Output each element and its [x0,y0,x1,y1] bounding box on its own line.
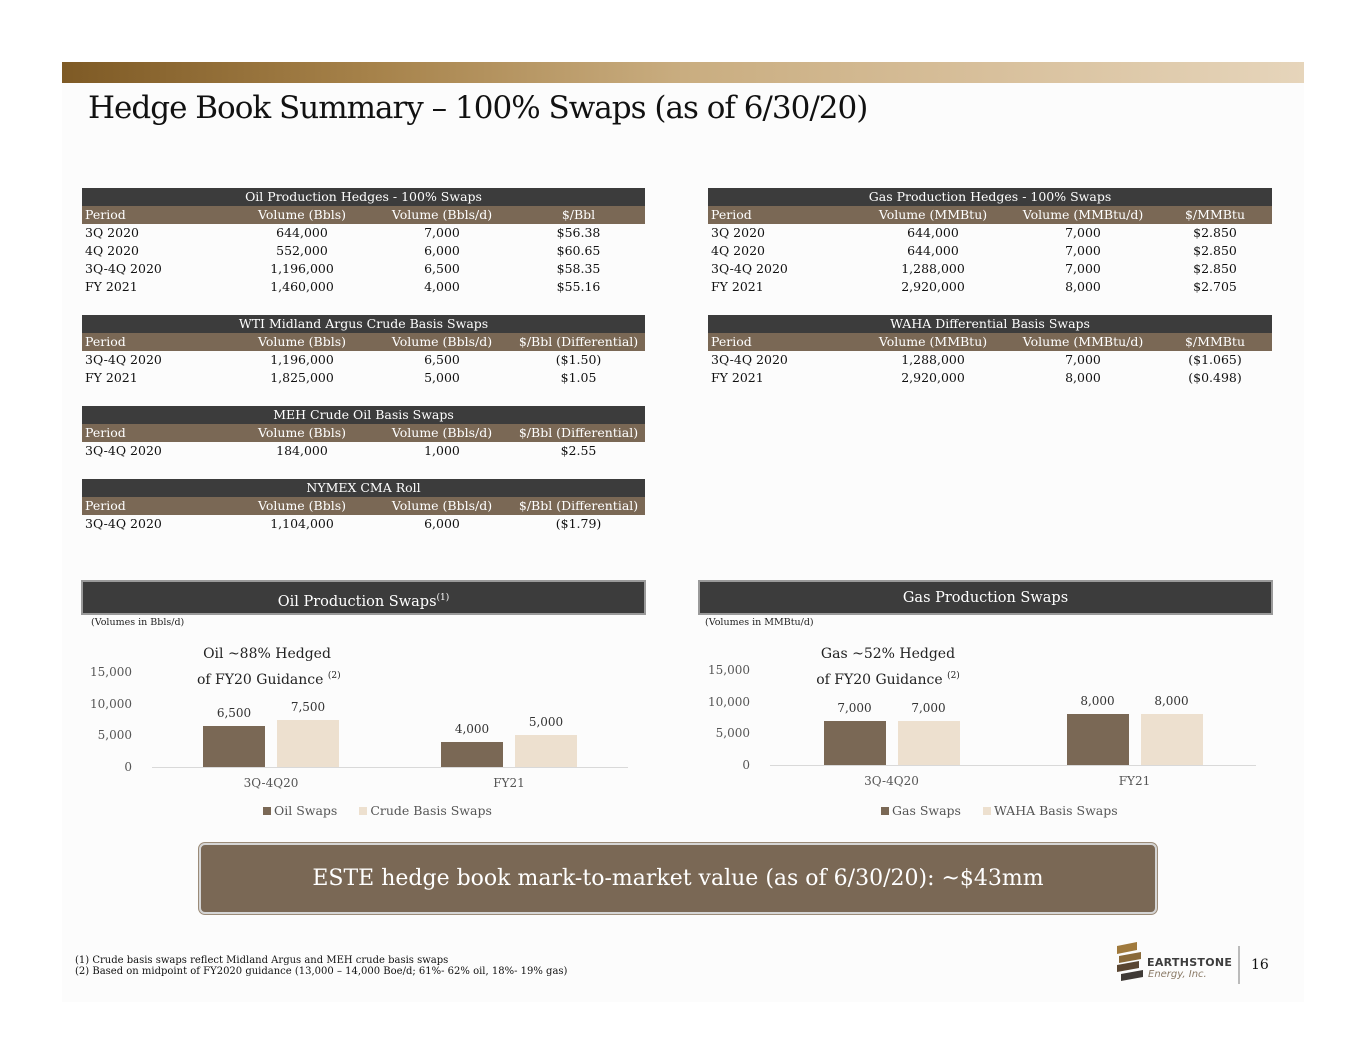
x-axis-line [770,765,1256,766]
column-header: Period [708,206,858,224]
table-cell: 3Q-4Q 2020 [85,443,162,458]
column-header: $/Bbl (Differential) [512,424,645,442]
column-header: Volume (Bbls) [232,206,372,224]
table-title: Oil Production Hedges - 100% Swaps [82,188,645,206]
gas-swaps-legend-swatch [881,807,889,815]
column-header: Volume (MMBtu/d) [1008,333,1158,351]
earthstone-logo [1115,942,1235,984]
table-cell: 3Q-4Q 2020 [711,261,788,276]
bar-waha-basis-swaps-fy21 [1141,714,1203,765]
table-row [82,278,645,296]
column-header: Volume (Bbls) [232,497,372,515]
bar-data-label: 7,000 [837,700,872,715]
table-row [708,242,1272,260]
gas-swaps-section-header [698,580,1273,615]
crude-basis-legend-label: Crude Basis Swaps [370,803,492,818]
column-header: Period [82,333,232,351]
table-cell: FY 2021 [85,279,138,294]
table-row [82,260,645,278]
table-cell: 6,500 [424,352,460,367]
table-cell: 1,000 [424,443,460,458]
column-header: Volume (MMBtu) [858,206,1008,224]
table-cell: 184,000 [276,443,328,458]
y-tick-label: 0 [742,758,750,772]
column-header: $/MMBtu [1158,333,1272,351]
table-row [82,242,645,260]
bar-crude-basis-swaps-fy21 [515,735,577,767]
gas-swaps-legend-label: Gas Swaps [892,803,961,818]
column-header: Volume (Bbls) [232,333,372,351]
y-tick-label: 15,000 [90,665,132,679]
table-cell: 1,288,000 [901,261,965,276]
gas-units-label: (Volumes in MMBtu/d) [705,617,814,628]
bar-data-label: 7,500 [290,699,326,714]
table-row [708,278,1272,296]
column-header: Volume (MMBtu) [858,333,1008,351]
column-header: Volume (MMBtu/d) [1008,206,1158,224]
table-row [82,442,645,460]
table-cell: 2,920,000 [901,370,965,385]
table-cell: $56.38 [556,225,601,240]
oil-chart-legend [263,803,492,818]
table-cell: 3Q 2020 [711,225,765,240]
bar-data-label: 8,000 [1154,694,1189,709]
column-header: Period [82,497,232,515]
table-cell: $1.05 [560,370,597,385]
table-cell: 1,460,000 [270,279,334,294]
bar-data-label: 6,500 [216,705,252,720]
bar-crude-basis-swaps-3q-4q20 [277,720,339,768]
table-cell: 552,000 [276,243,328,258]
x-category-label: 3Q-4Q20 [864,774,919,788]
table-cell: 2,920,000 [901,279,965,294]
column-header: $/Bbl (Differential) [512,333,645,351]
column-header: Period [82,206,232,224]
gas-swaps-section-title: Gas Production Swaps [902,590,1069,606]
table-cell: 7,000 [1065,352,1101,367]
table-cell: $2.850 [1193,225,1237,240]
bar-oil-swaps-fy21 [441,742,503,767]
gas-callout-line1: Gas ~52% Hedged [820,646,956,662]
table-cell: 5,000 [424,370,460,385]
y-tick-label: 0 [124,760,132,774]
waha-basis-legend-swatch [983,807,991,815]
table-cell: 644,000 [907,225,959,240]
y-tick-label: 10,000 [708,694,750,709]
crude-basis-legend-swatch [359,807,367,815]
table-row [82,369,645,387]
table-cell: ($0.498) [1188,370,1242,385]
earthstone-logo-mark-icon [1115,942,1147,984]
column-header: Period [708,333,858,351]
table-cell: 7,000 [424,225,460,240]
table-cell: 6,500 [424,261,460,276]
logo-name: EARTHSTONE [1147,956,1233,969]
column-header: Period [82,424,232,442]
table-cell: $58.35 [556,261,601,276]
table-cell: 1,825,000 [270,370,334,385]
bar-data-label: 7,000 [911,700,946,715]
oil-swaps-legend-swatch [263,807,271,815]
table-row [708,224,1272,242]
table-header-row [82,424,645,442]
mark-to-market-banner: ESTE hedge book mark-to-market value (as of 6/30/20): ~$43mm [199,843,1157,914]
table-row [708,260,1272,278]
table-header-row [708,333,1272,351]
gas-callout-sup: (2) [947,671,960,681]
table-row [708,369,1272,387]
waha-basis-swaps-table [708,315,1272,387]
footnote-1: (1) Crude basis swaps reflect Midland Argus and MEH crude basis swaps [75,955,449,966]
table-header-row [708,206,1272,224]
table-cell: 1,288,000 [901,352,965,367]
table-title: MEH Crude Oil Basis Swaps [82,406,645,424]
column-header: $/MMBtu [1158,206,1272,224]
table-header-row [82,497,645,515]
oil-swaps-section-header [81,580,646,615]
table-cell: $2.850 [1193,243,1237,258]
column-header: $/Bbl (Differential) [512,497,645,515]
table-cell: ($1.50) [555,352,602,367]
column-header: $/Bbl [512,206,645,224]
oil-units-label: (Volumes in Bbls/d) [91,617,185,628]
gas-chart-legend [881,803,1118,818]
column-header: Volume (Bbls/d) [372,424,512,442]
table-cell: 7,000 [1065,261,1101,276]
table-cell: 644,000 [276,225,328,240]
y-tick-label: 10,000 [90,696,132,711]
table-cell: 4Q 2020 [85,243,139,258]
table-row [708,351,1272,369]
table-cell: 6,000 [424,516,460,531]
table-cell: 3Q-4Q 2020 [85,261,162,276]
bar-data-label: 5,000 [528,715,564,730]
waha-basis-legend-label: WAHA Basis Swaps [993,803,1118,818]
oil-callout-line1: Oil ~88% Hedged [203,646,331,662]
table-cell: 3Q 2020 [85,225,139,240]
table-cell: 4,000 [424,279,460,294]
table-cell: 7,000 [1065,243,1101,258]
x-axis-line [152,767,628,768]
table-cell: 3Q-4Q 2020 [711,352,788,367]
table-title: WAHA Differential Basis Swaps [708,315,1272,333]
table-cell: FY 2021 [711,279,764,294]
table-cell: 1,196,000 [270,352,334,367]
x-category-label: 3Q-4Q20 [243,776,299,790]
table-cell: ($1.065) [1188,352,1242,367]
table-cell: 6,000 [424,243,460,258]
bar-gas-swaps-fy21 [1067,714,1129,765]
table-row [82,224,645,242]
meh-basis-swaps-table [82,406,645,460]
table-cell: 7,000 [1065,225,1101,240]
y-tick-label: 5,000 [97,728,132,743]
table-cell: FY 2021 [85,370,138,385]
table-cell: $2.850 [1193,261,1237,276]
bar-gas-swaps-3q-4q20 [824,721,886,765]
table-cell: 1,196,000 [270,261,334,276]
table-row [82,351,645,369]
table-header-row [82,333,645,351]
page-number: 16 [1251,957,1269,973]
table-cell: 4Q 2020 [711,243,765,258]
page-title: Hedge Book Summary – 100% Swaps (as of 6/30/20) [88,90,868,126]
table-cell: $2.55 [560,443,597,458]
bar-data-label: 8,000 [1080,694,1115,709]
gas-production-hedges-table [708,188,1272,296]
table-cell: 3Q-4Q 2020 [85,352,162,367]
logo-divider [1238,946,1240,984]
column-header: Volume (Bbls/d) [372,333,512,351]
table-cell: 8,000 [1065,279,1101,294]
table-cell: ($1.79) [555,516,602,531]
oil-callout-line2: of FY20 Guidance [197,671,324,688]
table-cell: 1,104,000 [270,516,334,531]
bar-waha-basis-swaps-3q-4q20 [898,721,960,765]
x-category-label: FY21 [493,776,525,790]
table-cell: 8,000 [1065,370,1101,385]
table-cell: $2.705 [1193,279,1237,294]
footnote-2: (2) Based on midpoint of FY2020 guidance (13,000 – 14,000 Boe/d; 61%- 62% oil, 18%- 19% gas) [75,966,568,977]
gas-callout-line2: of FY20 Guidance [816,671,943,688]
table-header-row [82,206,645,224]
table-title: WTI Midland Argus Crude Basis Swaps [82,315,645,333]
oil-swaps-section-title: Oil Production Swaps [277,593,437,610]
table-title: Gas Production Hedges - 100% Swaps [708,188,1272,206]
gas-swaps-chart [690,658,1260,793]
bar-oil-swaps-3q-4q20 [203,726,265,767]
logo-subtitle: Energy, Inc. [1148,969,1207,980]
table-title: NYMEX CMA Roll [82,479,645,497]
oil-production-hedges-table [82,188,645,296]
oil-swaps-legend-label: Oil Swaps [274,803,338,818]
column-header: Volume (Bbls/d) [372,206,512,224]
wti-basis-swaps-table [82,315,645,387]
table-cell: 3Q-4Q 2020 [85,516,162,531]
table-cell: FY 2021 [711,370,764,385]
column-header: Volume (Bbls/d) [372,497,512,515]
oil-swaps-chart [72,660,632,795]
x-category-label: FY21 [1118,774,1151,788]
nymex-cma-roll-table [82,479,645,533]
column-header: Volume (Bbls) [232,424,372,442]
table-cell: $55.16 [556,279,601,294]
top-gradient-bar [62,62,1304,83]
y-tick-label: 5,000 [715,726,750,741]
y-tick-label: 15,000 [708,663,750,677]
oil-callout-sup: (2) [327,671,341,681]
table-row [82,515,645,533]
table-cell: $60.65 [556,243,601,258]
oil-swaps-footnote-ref: (1) [436,593,450,603]
bar-data-label: 4,000 [454,721,490,736]
table-cell: 644,000 [907,243,959,258]
